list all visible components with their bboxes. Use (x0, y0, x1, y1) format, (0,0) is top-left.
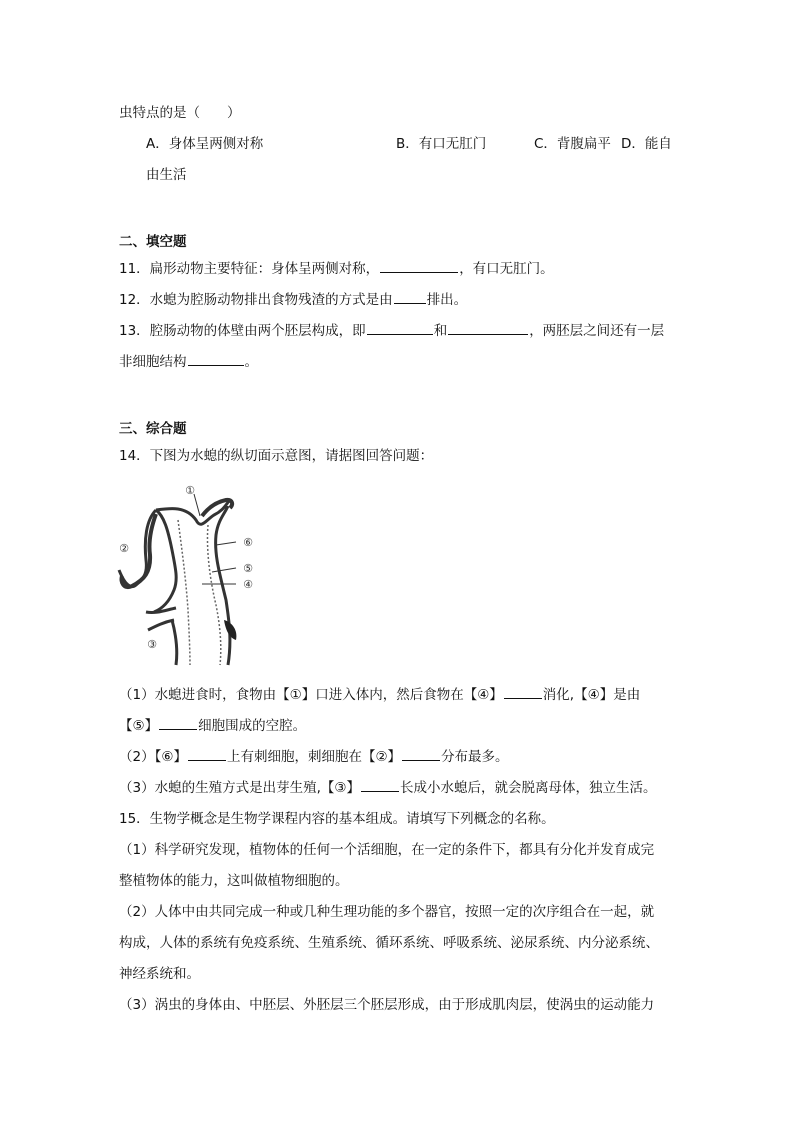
q10-stem-tail: 虫特点的是（ ） (119, 105, 241, 121)
q12-text-pre: 12．水螅为腔肠动物排出食物残渣的方式是由 (119, 292, 393, 308)
q15-stem: 15．生物学概念是生物学课程内容的基本组成。请填写下列概念的名称。 (119, 811, 555, 827)
q14-part1-line2 (119, 717, 306, 735)
q10-option-a: A．身体呈两侧对称 (146, 136, 264, 152)
q10-option-b: B．有口无肛门 (396, 136, 487, 152)
q12 (119, 291, 467, 309)
q14-p2-blank-1[interactable] (188, 748, 226, 761)
q13-line1 (119, 322, 664, 340)
q14-p1-l1-a: （1）水螅进食时，食物由【①】口进入体内，然后食物在【④】 (119, 687, 503, 703)
hydra-bud (146, 608, 176, 630)
q13-blank-3[interactable] (188, 353, 244, 366)
q14-p2-c: 分布最多。 (441, 749, 509, 765)
q15-part3-line1: （3）涡虫的身体由、中胚层、外胚层三个胚层形成，由于形成肌肉层，使涡虫的运动能力 (119, 997, 655, 1013)
q14-part2 (119, 748, 509, 766)
q12-text-post: 排出。 (426, 292, 468, 308)
q14-p1-blank-1[interactable] (504, 686, 542, 699)
q14-part1-line1 (119, 686, 640, 704)
q13-text-pre: 13．腔肠动物的体壁由两个胚层构成，即 (119, 323, 366, 339)
q13-line2-pre: 非细胞结构 (119, 354, 187, 370)
q15-part2-line1: （2）人体中由共同完成一种或几种生理功能的多个器官，按照一定的次序组合在一起，就 (119, 904, 655, 920)
q13-blank-2[interactable] (448, 322, 528, 335)
q15-part1-line2: 整植物体的能力，这叫做植物细胞的。 (119, 873, 349, 889)
q11 (119, 260, 554, 278)
q15-part1-line1: （1）科学研究发现，植物体的任何一个活细胞，在一定的条件下，都具有分化并发育成完 (119, 842, 655, 858)
q14-part3 (119, 779, 656, 797)
q14-p3-b: 长成小水螅后，就会脱离母体，独立生活。 (399, 780, 657, 796)
q10-option-c: C．背腹扁平 (534, 136, 611, 152)
q14-p3-blank[interactable] (361, 779, 399, 792)
q15-part2-line2: 构成，人体的系统有免疫系统、生殖系统、循环系统、呼吸系统、泌尿系统、内分泌系统、 (119, 935, 659, 951)
section-title-comprehensive: 三、综合题 (119, 421, 187, 437)
q12-blank[interactable] (394, 291, 426, 304)
q15-part2-line3: 神经系统和。 (119, 966, 200, 982)
figure-label-5: ⑤ (243, 562, 253, 575)
q11-text-pre: 11．扁形动物主要特征：身体呈两侧对称， (119, 261, 380, 277)
q14-stem: 14．下图为水螅的纵切面示意图，请据图回答问题： (119, 448, 434, 464)
q14-p3-a: （3）水螅的生殖方式是出芽生殖,【③】 (119, 780, 360, 796)
q11-text-post: ，有口无肛门。 (459, 261, 554, 277)
figure-label-4: ④ (243, 578, 253, 591)
q14-p1-blank-2[interactable] (159, 717, 197, 730)
q13-line2 (119, 353, 258, 371)
q13-text-mid: 和 (433, 323, 448, 339)
section-title-fill-in: 二、填空题 (119, 234, 187, 250)
q14-p1-l2-b: 细胞围成的空腔。 (198, 718, 307, 734)
figure-label-3: ③ (147, 638, 157, 651)
figure-label-6: ⑥ (243, 536, 253, 549)
hydra-section-figure (116, 480, 276, 670)
q14-p2-blank-2[interactable] (402, 748, 440, 761)
figure-label-2: ② (119, 542, 129, 555)
q14-p2-a: （2）【⑥】 (119, 749, 187, 765)
q13-line2-post: 。 (244, 354, 258, 370)
q10-option-wrap: 由生活 (146, 167, 187, 183)
q14-p1-l2-a: 【⑤】 (119, 718, 159, 734)
q11-blank[interactable] (380, 260, 458, 273)
q13-text-post: ，两胚层之间还有一层 (529, 323, 665, 339)
q10-option-d: D．能自 (621, 136, 672, 152)
q13-blank-1[interactable] (367, 322, 433, 335)
q14-p1-l1-b: 消化,【④】是由 (542, 687, 641, 703)
q14-p2-b: 上有刺细胞，刺细胞在【②】 (226, 749, 402, 765)
figure-label-1: ① (185, 484, 195, 497)
